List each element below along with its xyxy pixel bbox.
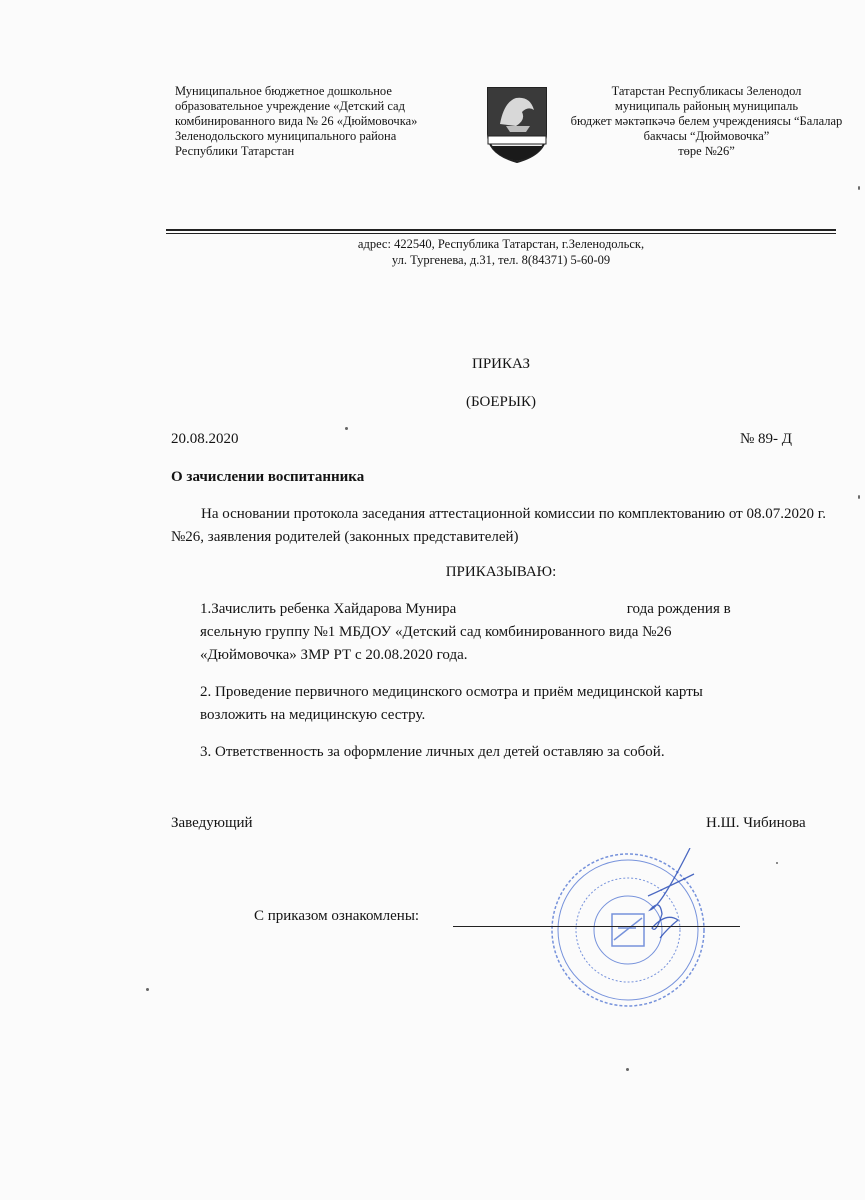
order-item-2 (200, 681, 703, 727)
item-text: 1.Зачислить ребенка Хайдарова Мунира (200, 601, 457, 617)
org-name-line: бюджет мәктәпкәчә белем учреждениясы “Балалар (570, 114, 843, 128)
org-name-line: төре №26” (678, 144, 735, 158)
org-name-tatar (548, 84, 865, 159)
org-name-russian (175, 84, 475, 159)
org-name-line: Республики Татарстан (175, 144, 295, 158)
scan-speck (345, 427, 348, 430)
org-name-line: Татарстан Республикасы Зеленодол (611, 84, 802, 98)
org-name-line: муниципаль районың муниципаль (614, 99, 799, 113)
acknowledgement-signature-line (453, 926, 740, 927)
header-divider-thin (166, 233, 836, 234)
coat-of-arms-icon (486, 84, 548, 164)
scan-speck (858, 495, 860, 499)
decree-heading: ПРИКАЗЫВАЮ: (445, 564, 557, 580)
item-text: «Дюймовочка» ЗМР РТ с 20.08.2020 года. (200, 647, 468, 663)
org-name-line: бакчасы “Дюймовочка” (643, 129, 770, 143)
order-subject: О зачислении воспитанника (171, 469, 365, 485)
address-line: адрес: 422540, Республика Татарстан, г.Зеленодольск, (357, 237, 645, 251)
order-item-1 (200, 598, 731, 667)
official-stamp (548, 848, 708, 1008)
item-text: года рождения в (626, 601, 731, 617)
address-block (166, 236, 836, 268)
signer-position: Заведующий (171, 815, 253, 831)
org-name-line: комбинированного вида № 26 «Дюймовочка» (175, 114, 418, 128)
item-text: возложить на медицинскую сестру. (200, 707, 426, 723)
org-name-line: Муниципальное бюджетное дошкольное (175, 84, 392, 98)
item-text: 2. Проведение первичного медицинского осмотра и приём медицинской карты (200, 684, 703, 700)
signer-name: Н.Ш. Чибинова (706, 815, 806, 831)
header-divider (166, 229, 836, 231)
address-line: ул. Тургенева, д.31, тел. 8(84371) 5-60-09 (391, 253, 611, 267)
org-name-line: образовательное учреждение «Детский сад (175, 99, 405, 113)
order-number: № 89- Д (740, 431, 793, 447)
scan-speck (626, 1068, 629, 1071)
order-item-3 (200, 741, 665, 764)
item-text: ясельную группу №1 МБДОУ «Детский сад комбинированного вида №26 (200, 624, 672, 640)
scan-speck (146, 988, 149, 991)
document-subtitle: (БОЕРЫК) (466, 394, 536, 410)
order-date: 20.08.2020 (171, 431, 239, 447)
org-name-line: Зеленодольского муниципального района (175, 129, 397, 143)
document-title: ПРИКАЗ (472, 356, 530, 372)
order-basis: На основании протокола заседания аттестационной комиссии по комплектованию от 08.07.2020 г. №26, заявления родителей (законных представителей) (171, 506, 826, 545)
acknowledgement-label: С приказом ознакомлены: (254, 908, 420, 924)
scan-speck (858, 186, 860, 190)
item-text: 3. Ответственность за оформление личных дел детей оставляю за собой. (200, 744, 665, 760)
scan-speck (776, 862, 778, 864)
